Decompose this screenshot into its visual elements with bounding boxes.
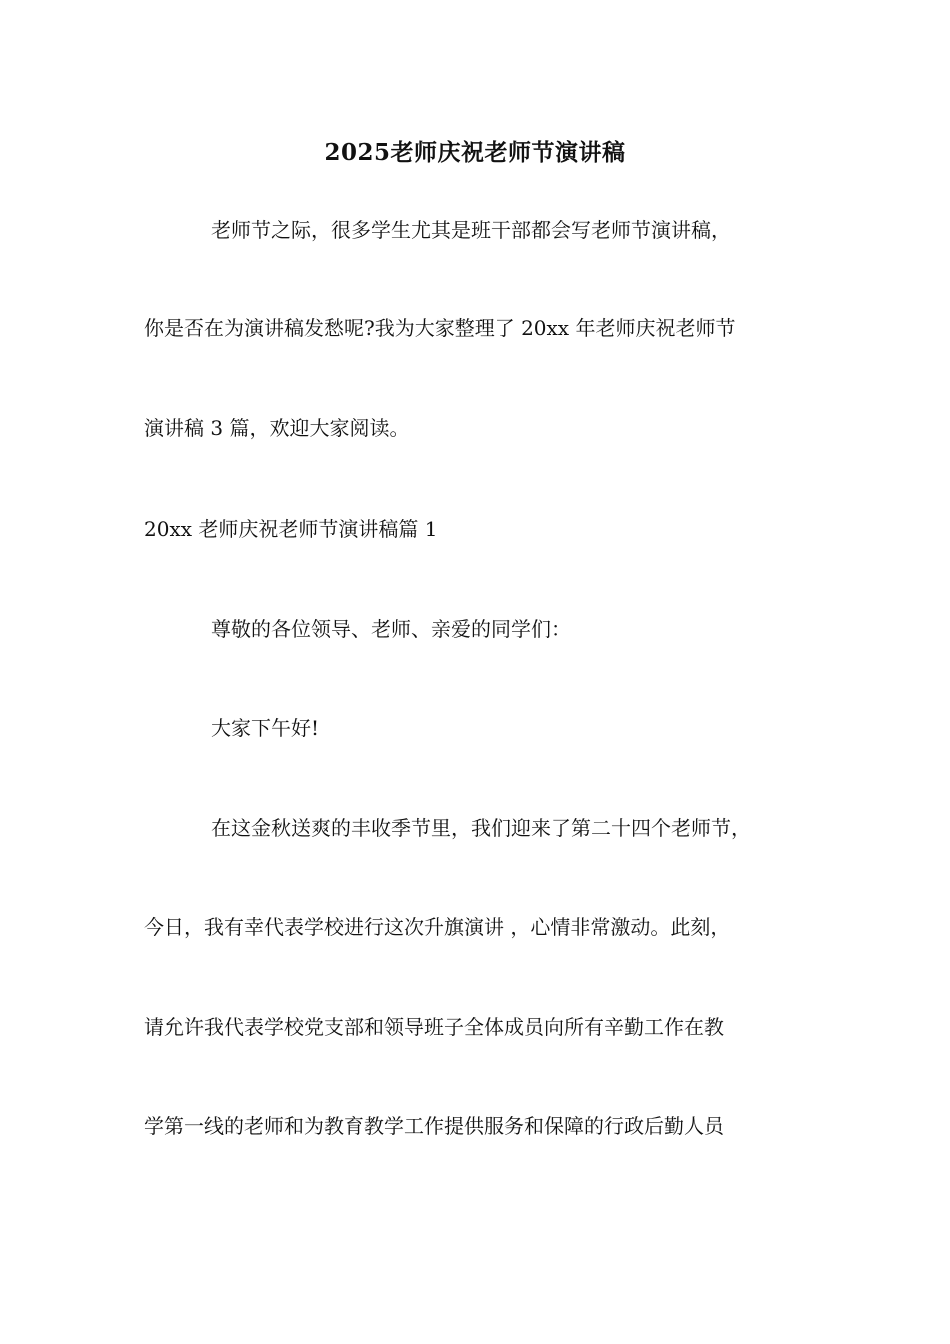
paragraph-line: 老师节之际，很多学生尤其是班干部都会写老师节演讲稿，: [211, 218, 731, 242]
section-heading: 20xx 老师庆祝老师节演讲稿篇 1: [144, 517, 438, 541]
paragraph-line: 今日，我有幸代表学校进行这次升旗演讲 ，心情非常激动。此刻，: [144, 915, 731, 939]
paragraph-line: 演讲稿 3 篇，欢迎大家阅读。: [144, 416, 410, 440]
salutation-line: 尊敬的各位领导、老师、亲爱的同学们：: [211, 617, 571, 641]
paragraph-line: 学第一线的老师和为教育教学工作提供服务和保障的行政后勤人员: [144, 1114, 724, 1138]
greeting-line: 大家下午好!: [211, 716, 320, 740]
paragraph-line: 在这金秋送爽的丰收季节里，我们迎来了第二十四个老师节，: [211, 816, 751, 840]
paragraph-line: 你是否在为演讲稿发愁呢?我为大家整理了 20xx 年老师庆祝老师节: [144, 316, 736, 340]
paragraph-line: 请允许我代表学校党支部和领导班子全体成员向所有辛勤工作在教: [144, 1015, 724, 1039]
document-title: 2025老师庆祝老师节演讲稿: [324, 139, 626, 166]
